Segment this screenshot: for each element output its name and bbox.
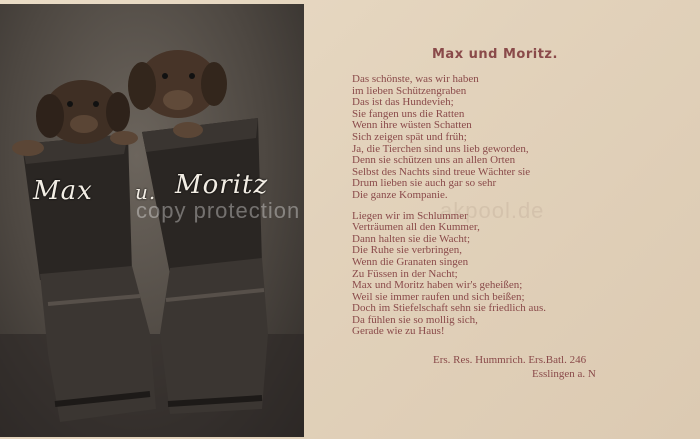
poem-line: Denn sie schützen uns an allen Orten xyxy=(352,154,516,167)
boot-label-moritz: Moritz xyxy=(175,170,269,200)
watermark-left: copy protection xyxy=(136,198,301,223)
boot-label-max: Max xyxy=(33,176,93,206)
poem-line: Sich zeigen spät und früh; xyxy=(352,130,467,143)
poem-line: Dann halten sie die Wacht; xyxy=(352,232,471,245)
poem-line: Die Ruhe sie verbringen, xyxy=(352,244,462,257)
poem-line: Ja, die Tierchen sind uns lieb geworden, xyxy=(352,142,529,155)
boot-label-and: u. xyxy=(135,180,157,204)
poem-line: Zu Füssen in der Nacht; xyxy=(352,267,458,280)
poem-line: Doch im Stiefelschaft sehn sie friedlich aus. xyxy=(352,302,546,315)
watermark-right: akpool.de xyxy=(440,198,545,223)
poem-line: Gerade wie zu Haus! xyxy=(352,325,445,338)
poem-stanza-2 xyxy=(352,211,652,339)
poem-line: Das ist das Hundevieh; xyxy=(352,96,454,109)
poem-line: Max und Moritz haben wir's geheißen; xyxy=(352,279,523,292)
poem-line: im lieben Schützengraben xyxy=(352,84,467,97)
poem-line: Sie fangen uns die Ratten xyxy=(352,107,465,120)
poem-title: Max und Moritz. xyxy=(432,47,558,62)
poem-line: Drum lieben sie auch gar so sehr xyxy=(352,177,497,190)
poem-line: Wenn ihre wüsten Schatten xyxy=(352,119,472,132)
poem-line: Wenn die Granaten singen xyxy=(352,255,469,268)
signature-line-2: Esslingen a. N xyxy=(532,368,596,380)
signature-line-1: Ers. Res. Hummrich. Ers.Batl. 246 xyxy=(433,354,587,366)
poem-line: Das schönste, was wir haben xyxy=(352,73,479,85)
poem-line: Da fühlen sie so mollig sich, xyxy=(352,313,478,326)
poem-line: Liegen wir im Schlummer xyxy=(352,209,468,222)
poem-line: Selbst des Nachts sind treue Wächter sie xyxy=(352,165,531,178)
poem-line: Weil sie immer raufen und sich beißen; xyxy=(352,290,525,303)
poem-line: Die ganze Kompanie. xyxy=(352,188,448,201)
poem-body xyxy=(352,74,652,338)
poem-line: Verträumen all den Kummer, xyxy=(352,221,480,234)
poem-stanza-1 xyxy=(352,74,652,202)
